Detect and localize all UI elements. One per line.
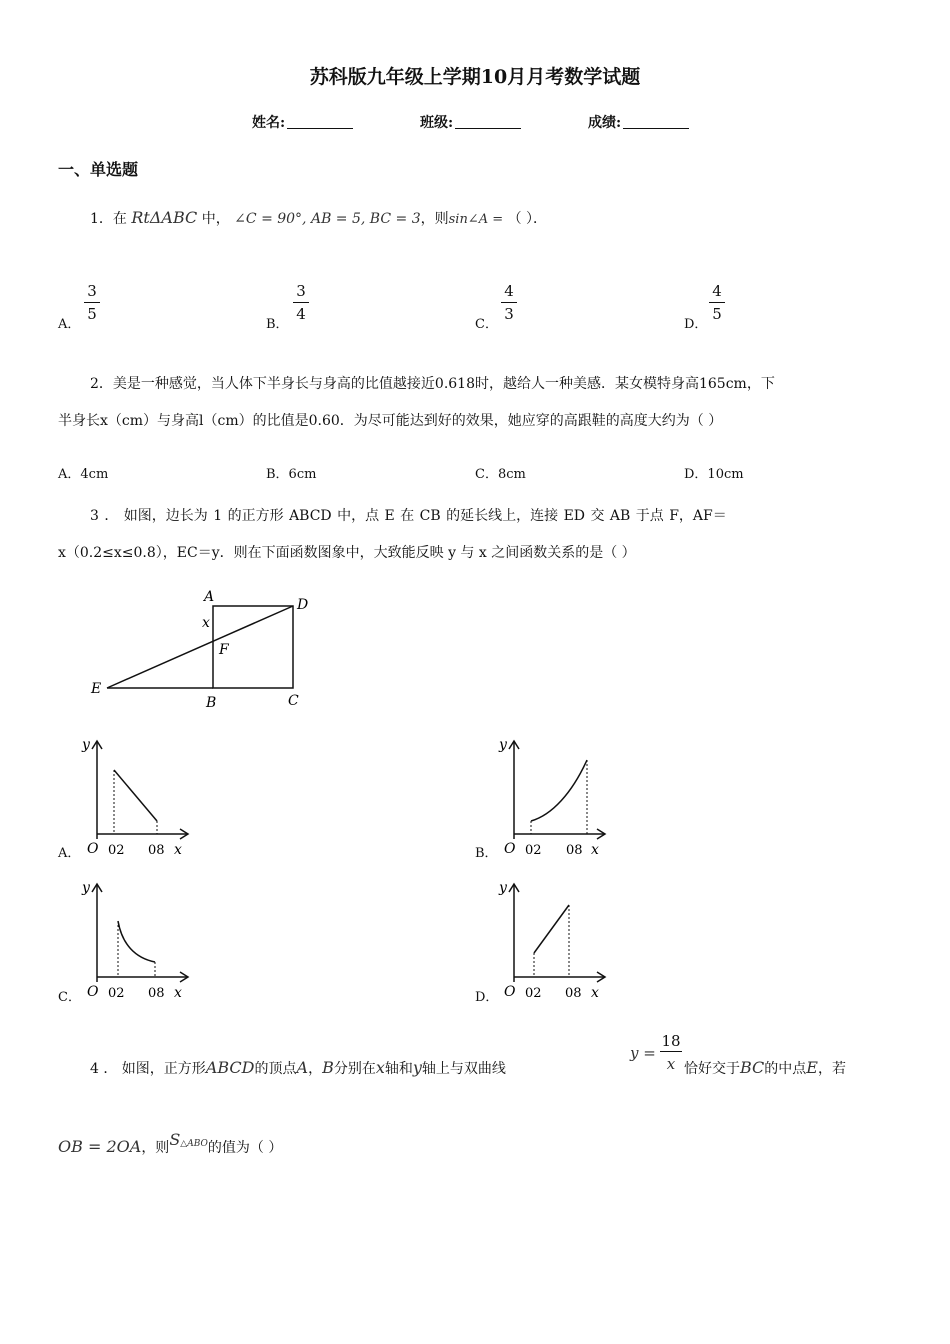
q4-eq-num: 18	[661, 1032, 681, 1050]
graph-c-curve	[118, 921, 155, 962]
q4-x-axis: x	[375, 1058, 385, 1077]
score-label: 成绩:	[588, 115, 622, 131]
q4-point-e: E	[806, 1058, 818, 1077]
name-blank	[287, 114, 353, 129]
q4-point-a: A	[296, 1058, 309, 1077]
q4-text-b: 的顶点	[254, 1061, 297, 1077]
axis-y-label: y	[499, 880, 507, 896]
label-d: D	[297, 597, 309, 613]
q2-option-a[interactable]: A．4cm	[58, 467, 109, 482]
axis-x-label: x	[174, 985, 182, 1001]
q3-figure	[85, 585, 325, 715]
q4-y-axis: y	[412, 1058, 422, 1077]
q1-option-c-fraction	[499, 282, 519, 323]
axis-x-label: x	[591, 985, 599, 1001]
question-1	[90, 208, 547, 230]
q1-option-a-label[interactable]: A．	[58, 317, 81, 332]
q1-option-d-fraction	[707, 282, 727, 323]
axis-y-label: y	[499, 737, 507, 753]
q1-ask-post: （ ）．	[507, 211, 548, 227]
name-label: 姓名:	[252, 115, 286, 131]
q2-line-2: 半身长x（cm）与身高l（cm）的比值是0.60．为尽可能达到好的效果，她应穿的高跟鞋的高度大约为（ ）	[58, 413, 723, 429]
tick-02: 02	[108, 986, 125, 1001]
class-label: 班级:	[420, 115, 454, 131]
label-c: C	[288, 693, 299, 709]
q4-text-d: 轴和	[384, 1061, 413, 1077]
tick-02: 02	[525, 986, 542, 1001]
tick-08: 08	[148, 843, 165, 858]
q1-option-a-den: 5	[87, 305, 97, 323]
q4-condition: OB = 2OA	[58, 1137, 142, 1156]
q4-text-c: 分别在	[333, 1061, 376, 1077]
q1-option-b-den: 4	[296, 305, 306, 323]
score-field	[588, 112, 689, 132]
q2-option-c[interactable]: C．8cm	[475, 467, 526, 482]
q1-option-b-num: 3	[296, 282, 306, 300]
page-title: 苏科版九年级上学期10月月考数学试题	[309, 66, 641, 88]
q4-point-b: B	[322, 1058, 334, 1077]
score-blank	[623, 114, 689, 129]
q4-comma: ，	[308, 1061, 323, 1077]
origin-label: O	[504, 984, 516, 1000]
origin-label: O	[87, 984, 99, 1000]
class-blank	[455, 114, 521, 129]
q4-line-1	[90, 1058, 506, 1079]
q4-hyperbola-equation	[630, 1032, 682, 1082]
q4-text-f: 恰好交于	[684, 1061, 740, 1077]
q3-option-b-label[interactable]: B．	[475, 846, 498, 861]
q1-number: 1．在	[90, 211, 127, 227]
label-a: A	[204, 589, 215, 605]
q4-area-subscript: △ABO	[180, 1139, 208, 1149]
section-heading: 一、单选题	[58, 160, 139, 179]
q1-ask-expr: sin∠A =	[448, 212, 504, 227]
q3-option-a-graph[interactable]	[80, 733, 200, 863]
graph-b-curve	[531, 760, 587, 821]
q3-option-c-graph[interactable]	[80, 876, 200, 1006]
q4-line-2	[58, 1130, 283, 1160]
q2-option-b[interactable]: B．6cm	[266, 467, 317, 482]
axis-y-label: y	[82, 880, 90, 896]
q1-option-d-label[interactable]: D．	[684, 317, 708, 332]
q3-option-a-label[interactable]: A．	[58, 846, 81, 861]
q1-option-a-num: 3	[87, 282, 97, 300]
tick-02: 02	[525, 843, 542, 858]
q1-option-c-num: 4	[504, 282, 514, 300]
q2-line-1: 2．美是一种感觉，当人体下半身长与身高的比值越接近0.618时，越给人一种美感．某女模特身高165cm，下	[90, 376, 775, 392]
q4-text-g: 的中点	[764, 1061, 807, 1077]
q4-eq-lhs: y =	[630, 1044, 656, 1062]
graph-a-curve	[114, 770, 157, 821]
q4-square: ABCD	[205, 1058, 255, 1077]
q3-line-2: x（0.2≤x≤0.8），EC＝y．则在下面函数图象中，大致能反映 y 与 x 之间函数关系的是（ ）	[58, 545, 636, 561]
tick-02: 02	[108, 843, 125, 858]
q3-line-1: 3 ． 如图，边长为 1 的正方形 ABCD 中，点 E 在 CB 的延长线上，连接 ED 交 AB 于点 F，AF＝	[90, 508, 727, 524]
q4-line-1-end	[684, 1058, 846, 1079]
q1-mid: 中，	[201, 211, 230, 227]
q1-option-c-label[interactable]: C．	[475, 317, 498, 332]
q3-option-c-label[interactable]: C．	[58, 990, 81, 1005]
label-e: E	[91, 681, 102, 697]
q1-option-b-label[interactable]: B．	[266, 317, 289, 332]
q1-conditions: ∠C = 90°, AB = 5, BC = 3	[234, 211, 421, 227]
q4-bc: BC	[740, 1058, 765, 1077]
q4-text-e: 轴上与双曲线	[421, 1061, 506, 1077]
q1-option-c-den: 3	[504, 305, 514, 323]
line-ed	[107, 606, 293, 688]
tick-08: 08	[566, 843, 583, 858]
q1-ask-pre: ，则	[420, 211, 449, 227]
q1-option-b-fraction	[291, 282, 311, 323]
q3-option-d-label[interactable]: D．	[475, 990, 499, 1005]
q1-option-d-num: 4	[712, 282, 722, 300]
label-b: B	[206, 695, 217, 711]
q4-text-h: ，若	[817, 1061, 846, 1077]
name-field	[252, 112, 353, 132]
axis-y-label: y	[82, 737, 90, 753]
axis-x-label: x	[174, 842, 182, 858]
q4-text-i: ，则	[141, 1140, 170, 1156]
q4-area-symbol: S	[169, 1130, 181, 1149]
label-f: F	[219, 642, 229, 658]
q4-text-j: 的值为（ ）	[207, 1140, 283, 1156]
class-field	[420, 112, 521, 132]
q1-option-d-den: 5	[712, 305, 722, 323]
graph-d-curve	[534, 905, 569, 953]
label-x: x	[202, 615, 210, 631]
q4-text-a: 4 ． 如图，正方形	[90, 1061, 206, 1077]
axis-x-label: x	[591, 842, 599, 858]
q2-option-d[interactable]: D．10cm	[684, 467, 744, 482]
q4-eq-den: x	[666, 1055, 676, 1073]
origin-label: O	[504, 841, 516, 857]
tick-08: 08	[565, 986, 582, 1001]
q3-option-b-graph[interactable]	[497, 733, 617, 863]
q1-option-a-fraction	[82, 282, 102, 323]
q1-triangle: RtΔABC	[131, 208, 198, 227]
origin-label: O	[87, 841, 99, 857]
tick-08: 08	[148, 986, 165, 1001]
q3-option-d-graph[interactable]	[497, 876, 617, 1006]
